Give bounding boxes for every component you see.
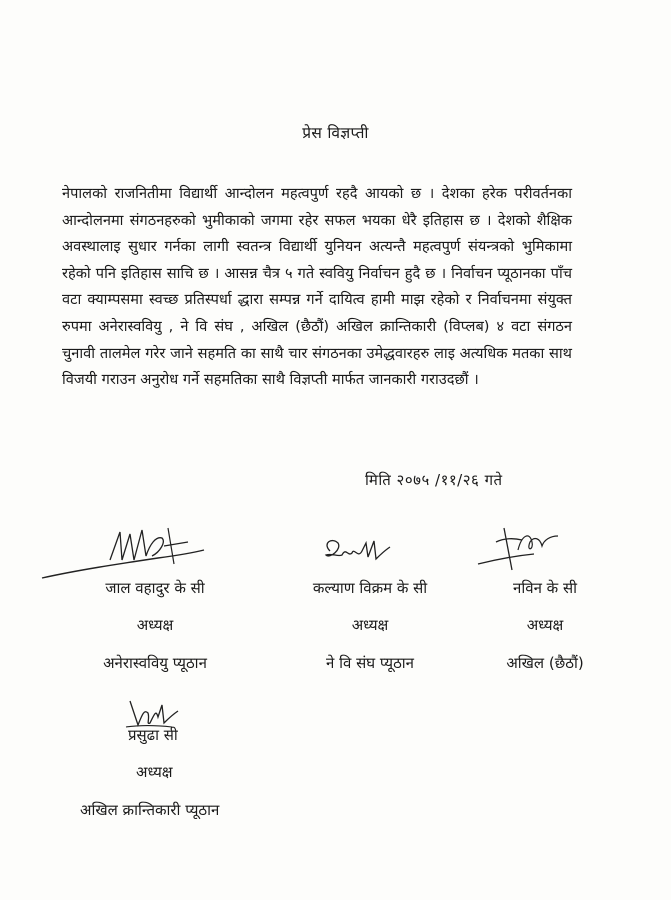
signatory-role: अध्यक्ष xyxy=(351,616,389,634)
document-title: प्रेस विज्ञप्ती xyxy=(302,124,369,142)
signatory-role: अध्यक्ष xyxy=(136,616,174,634)
signatory-2 xyxy=(270,575,470,676)
signatory-org: अखिल क्रान्तिकारी प्यूठान xyxy=(80,801,220,819)
signatory-name: प्रसुढा सी xyxy=(128,726,178,744)
signatory-org: अखिल (छैठौं) xyxy=(506,654,584,672)
signature-2-mark xyxy=(318,533,398,573)
signatory-4 xyxy=(72,722,292,823)
signatory-role: अध्यक्ष xyxy=(136,763,173,781)
signatory-3 xyxy=(470,575,620,676)
signatory-name: कल्याण विक्रम के सी xyxy=(312,579,428,597)
signatory-name: जाल वहादुर के सी xyxy=(105,579,205,597)
signature-3-mark xyxy=(474,520,564,575)
document-date: मिति २०७५ /११/२६ गते xyxy=(365,471,503,489)
signatory-1 xyxy=(60,575,250,676)
document-body: नेपालको राजनितीमा विद्यार्थी आन्दोलन महत्वपुर्ण रहदै आयको छ । देशका हरेक परीवर्तनका आन्दोलनमा संगठनहरुको भुमीकाको जगमा रहेर सफल भयका धेरै इतिहास छ । देशको शैक्षिक अवस्थालाइ सुधार गर्नका लागी स्वतन्त्र विद्यार्थी युनियन अत्यन्तै महत्वपुर्ण संयन्त्रको भुमिकामा रहेको पनि इतिहास साचि छ । आसन्न चैत्र ५ गते स्ववियु निर्वाचन हुदै छ । निर्वाचन प्यूठानका पाँच वटा क्याम्पसमा स्वच्छ प्रतिस्पर्धा द्धारा सम्पन्न गर्ने दायित्व हामी माझ रहेको र निर्वाचनमा संयुक्त रुपमा अनेरास्ववियु , ने वि संघ , अखिल (छैठौं) अखिल क्रान्तिकारी (विप्लब) ४ वटा संगठन चुनावी तालमेल गरेर जाने सहमति का साथै चार संगठनका उमेद्धवारहरु लाइ अत्यधिक मतका साथ विजयी गराउन अनुरोध गर्ने सहमतिका साथै विज्ञप्ती मार्फत जानकारी गराउदछौं । xyxy=(62,185,572,389)
signatory-org: अनेरास्ववियु प्यूठान xyxy=(103,654,207,672)
signatory-name: नविन के सी xyxy=(513,579,577,597)
signatory-role: अध्यक्ष xyxy=(526,616,564,634)
signatory-org: ने वि संघ प्यूठान xyxy=(326,654,414,672)
